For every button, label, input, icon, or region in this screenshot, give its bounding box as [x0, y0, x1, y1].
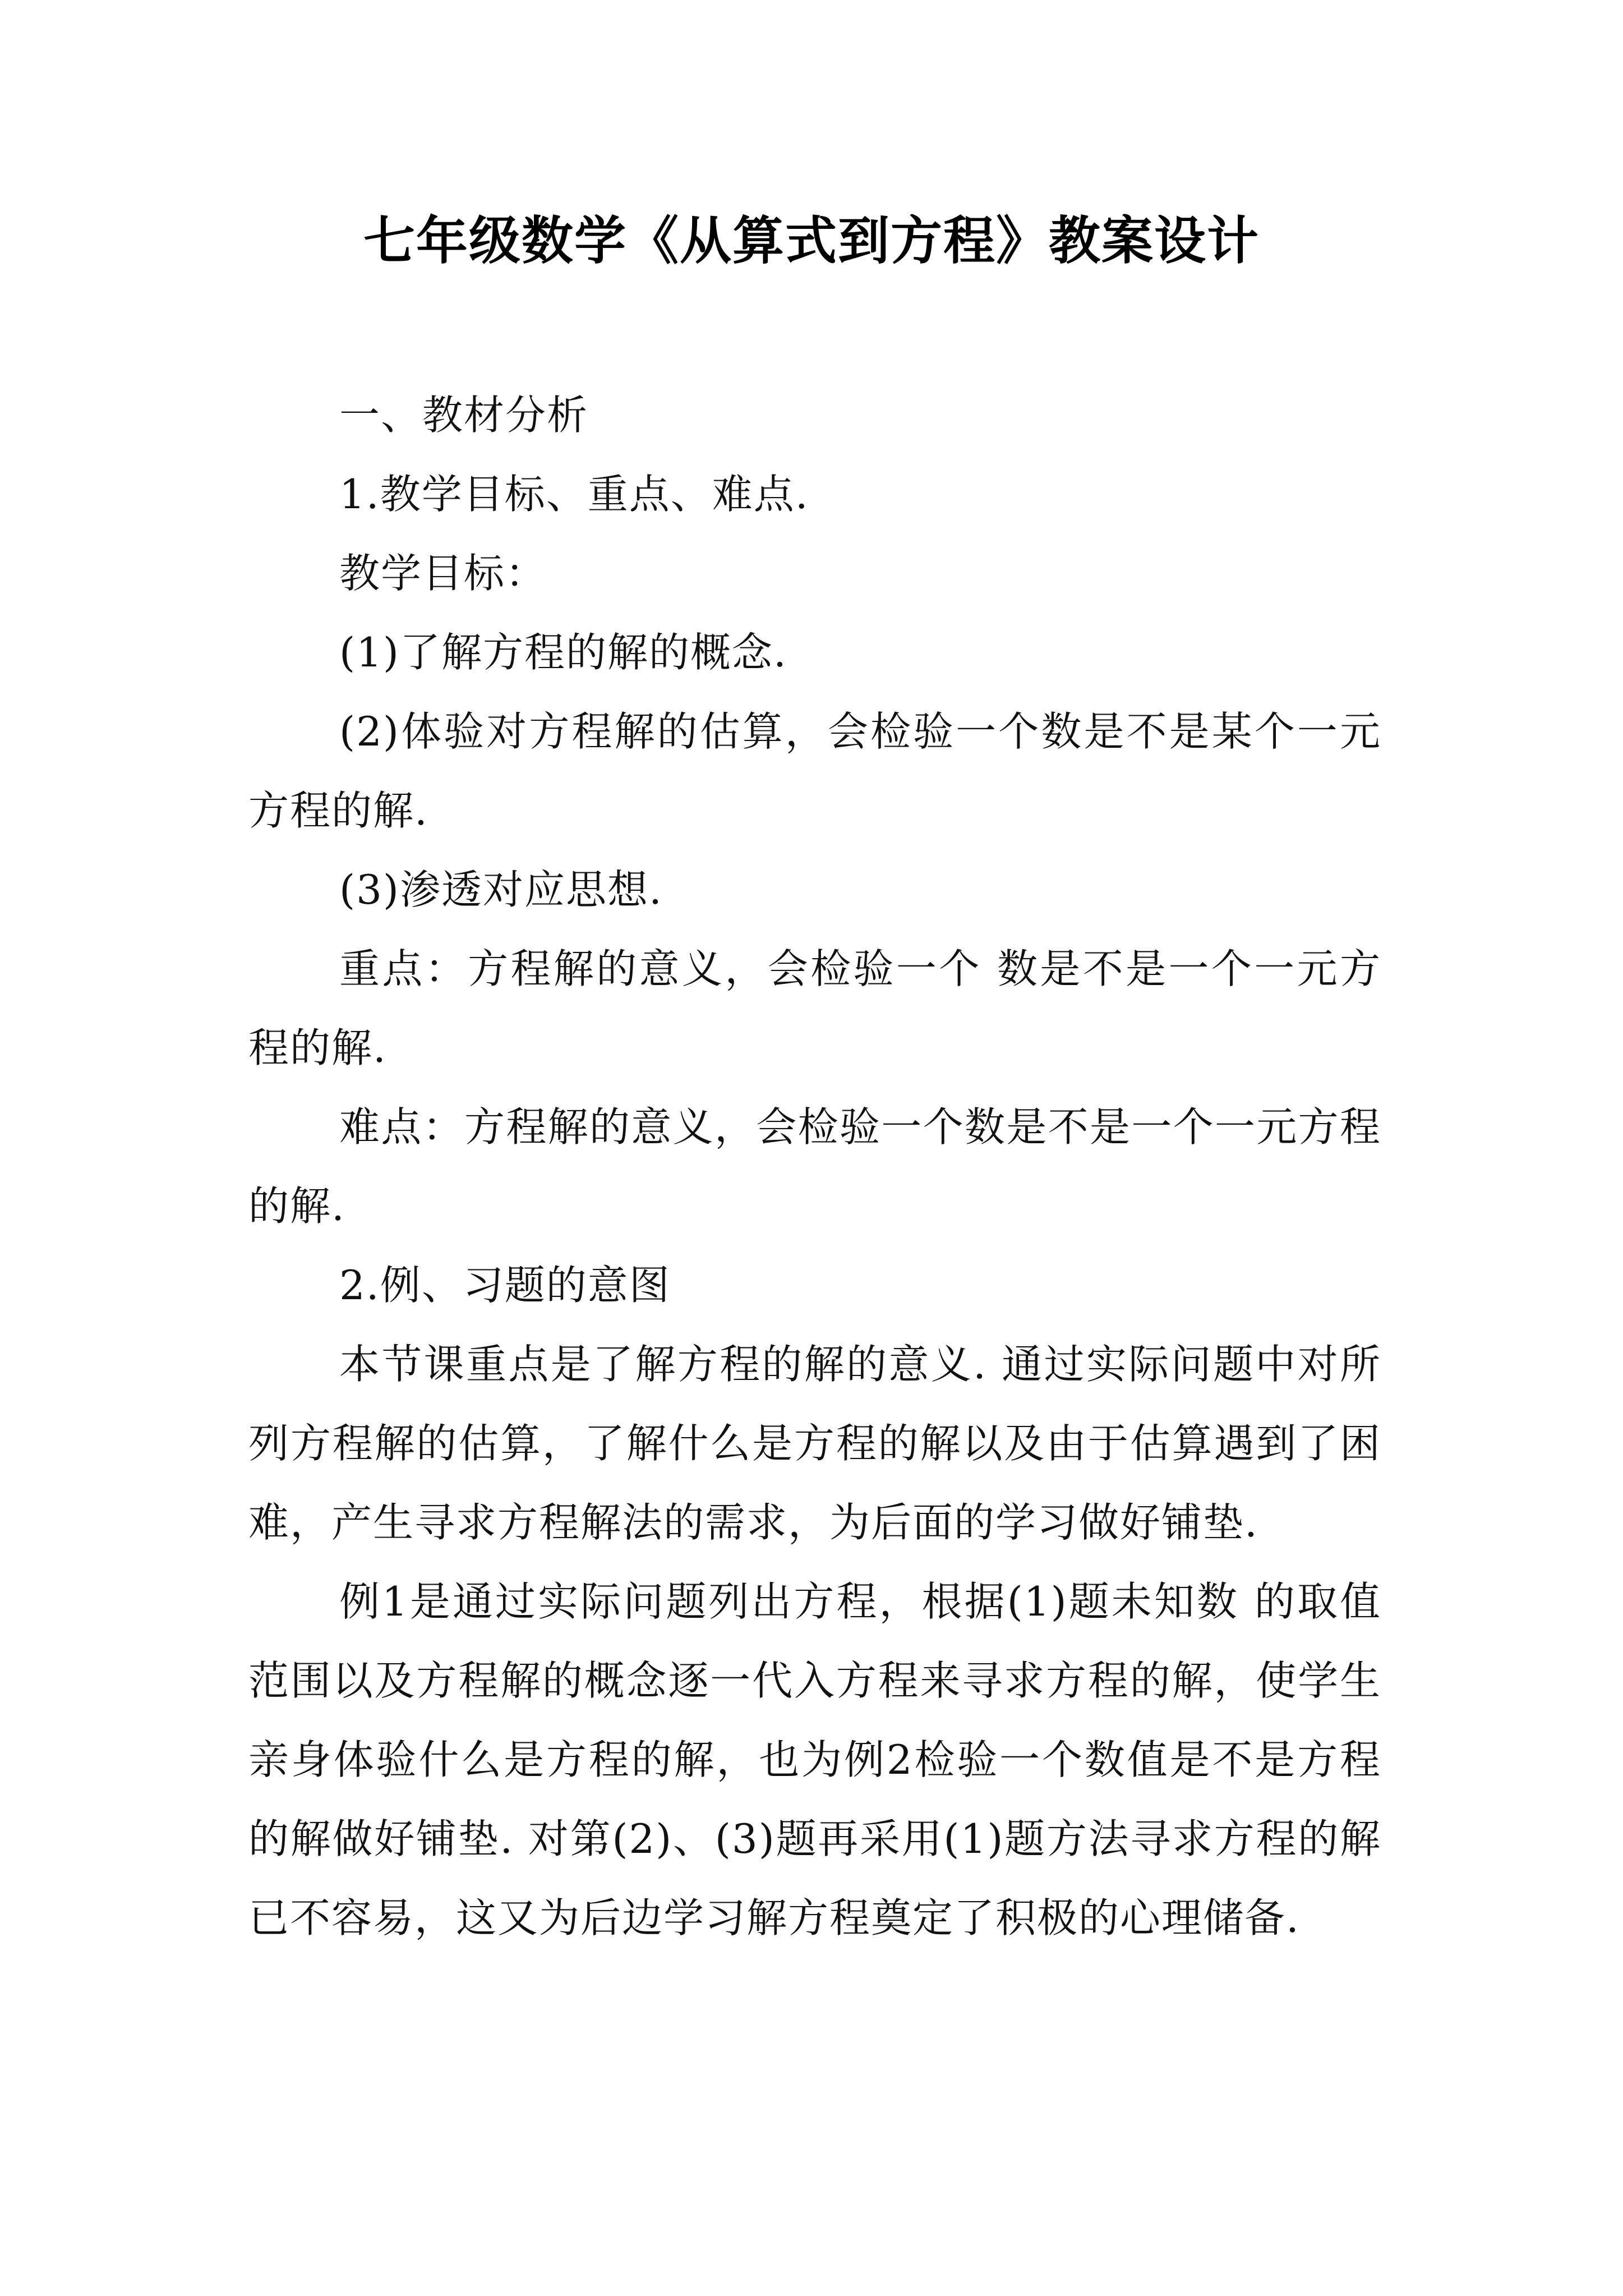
subsection-heading-exercises-intent: 2.例、习题的意图: [339, 1262, 671, 1309]
objective-item-2: (2)体验对方程解的估算，会检验一个数是不是某个一元方程的解.: [248, 708, 1381, 834]
body-paragraph-example-1: 例1是通过实际问题列出方程，根据(1)题未知数 的取值范围以及方程解的概念逐一代入方程来寻求方程的解，使学生亲身体验什么是方程的解，也为例2检验一个数值是不是方程的解做好铺垫. 对第(2)、(3)题再采用(1)题方法寻求方程的解已不容易，这又为后边学习解方程奠定了积极的心理储备.: [248, 1578, 1381, 1941]
body-paragraph-lesson-focus: 本节课重点是了解方程的解的意义. 通过实际问题中对所列方程解的估算，了解什么是方程的解以及由于估算遇到了困难，产生寻求方程解法的需求，为后面的学习做好铺垫.: [248, 1341, 1381, 1546]
difficulty-paragraph: 难点：方程解的意义，会检验一个数是不是一个一元方程的解.: [248, 1103, 1381, 1230]
key-point-paragraph: 重点：方程解的意义，会检验一个 数是不是一个一元方程的解.: [248, 945, 1381, 1071]
document-body: [248, 376, 1381, 1958]
objective-item-1: (1)了解方程的解的概念.: [339, 629, 787, 676]
subsection-heading-objectives: 1.教学目标、重点、难点.: [339, 471, 809, 518]
section-heading-materials-analysis: 一、教材分析: [339, 392, 589, 439]
objective-item-3: (3)渗透对应思想.: [339, 866, 663, 913]
document-title: 七年级数学《从算式到方程》教案设计: [363, 211, 1260, 271]
objectives-label: 教学目标：: [339, 550, 547, 597]
